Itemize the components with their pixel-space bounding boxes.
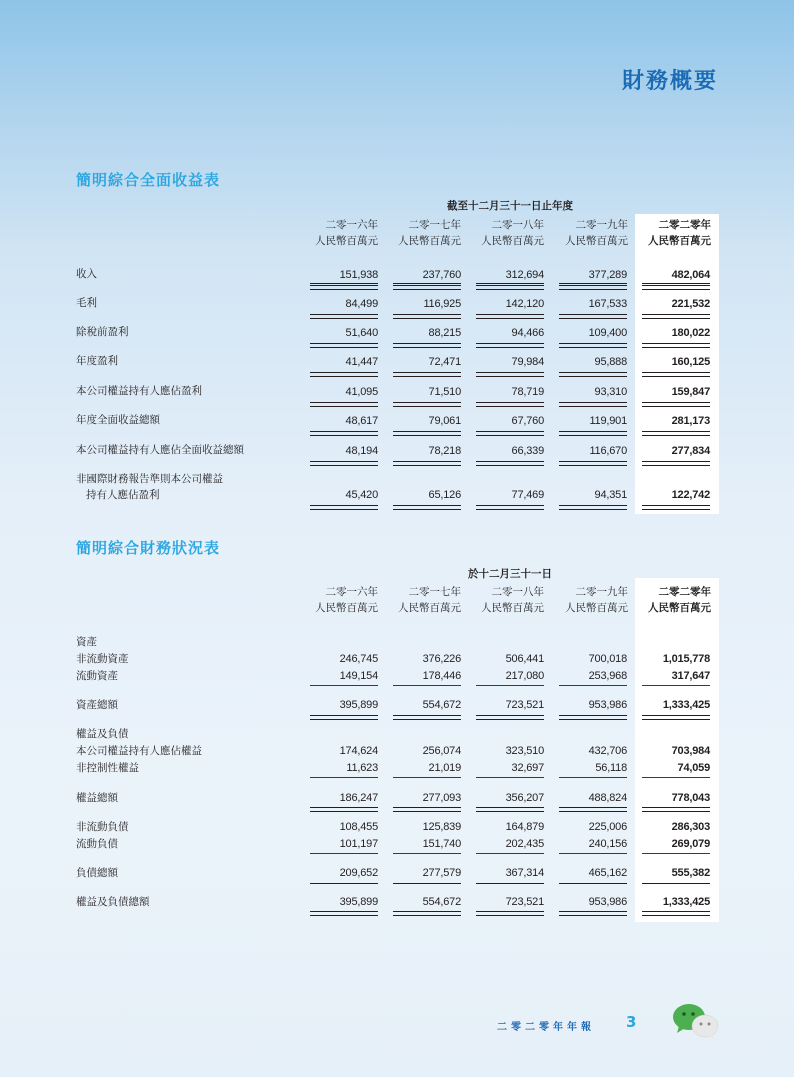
- underline: [559, 283, 627, 284]
- col-head-2017: 二零一七年 人民幣百萬元: [398, 586, 461, 614]
- double-rule: [642, 505, 710, 510]
- col-head-2018: 二零一八年 人民幣百萬元: [481, 586, 544, 614]
- value-cell: 116,925: [423, 298, 461, 310]
- wechat-icon: [672, 1003, 720, 1041]
- underline: [642, 883, 710, 884]
- value-cell: 32,697: [511, 762, 544, 774]
- value-cell: 95,888: [594, 356, 627, 368]
- value-cell: 56,118: [595, 762, 627, 774]
- value-cell: 323,510: [505, 745, 544, 757]
- double-rule: [310, 715, 378, 720]
- value-cell: 367,314: [505, 867, 544, 879]
- underline: [476, 883, 544, 884]
- value-cell: 953,986: [588, 896, 627, 908]
- value-cell: 84,499: [345, 298, 378, 310]
- value-cell: 119,901: [589, 415, 627, 427]
- double-rule: [476, 715, 544, 720]
- value-cell: 246,745: [339, 653, 378, 665]
- underline: [310, 283, 378, 284]
- double-rule: [476, 505, 544, 510]
- value-cell: 51,640: [345, 327, 378, 339]
- value-cell: 465,162: [588, 867, 627, 879]
- double-rule: [393, 402, 461, 407]
- double-rule: [393, 285, 461, 290]
- double-rule: [642, 431, 710, 436]
- double-rule: [310, 372, 378, 377]
- row-label: 非流動負債: [76, 821, 129, 833]
- row-label-continuation: 持有人應佔盈利: [86, 489, 160, 501]
- value-cell: 101,197: [339, 838, 378, 850]
- underline: [310, 685, 378, 686]
- row-label: 除稅前盈利: [76, 326, 129, 338]
- footer-report-label: 二零二零年年報: [497, 1022, 595, 1033]
- double-rule: [559, 505, 627, 510]
- value-cell: 66,339: [511, 445, 544, 457]
- value-cell-current: 555,382: [671, 867, 710, 879]
- double-rule: [559, 715, 627, 720]
- value-cell: 723,521: [505, 699, 544, 711]
- value-cell: 41,447: [345, 356, 378, 368]
- value-cell-current: 180,022: [671, 327, 710, 339]
- value-cell-current: 703,984: [671, 745, 710, 757]
- value-cell: 93,310: [594, 386, 627, 398]
- underline: [476, 685, 544, 686]
- double-rule: [559, 285, 627, 290]
- double-rule: [310, 285, 378, 290]
- double-rule: [476, 372, 544, 377]
- value-cell: 48,194: [345, 445, 378, 457]
- value-cell: 167,533: [588, 298, 627, 310]
- value-cell: 506,441: [505, 653, 544, 665]
- underline: [559, 883, 627, 884]
- value-cell: 109,400: [588, 327, 627, 339]
- row-label: 負債總額: [76, 867, 118, 879]
- value-cell: 700,018: [588, 653, 627, 665]
- underline: [393, 853, 461, 854]
- double-rule: [642, 285, 710, 290]
- double-rule: [310, 911, 378, 916]
- value-cell-current: 221,532: [671, 298, 710, 310]
- col-head-2017: 二零一七年 人民幣百萬元: [398, 219, 461, 247]
- value-cell: 554,672: [422, 699, 461, 711]
- double-rule: [476, 402, 544, 407]
- value-cell: 116,670: [589, 445, 627, 457]
- double-rule: [476, 343, 544, 348]
- value-cell: 240,156: [588, 838, 627, 850]
- value-cell: 277,579: [422, 867, 461, 879]
- double-rule: [476, 807, 544, 812]
- row-label: 權益及負債總額: [76, 896, 150, 908]
- value-cell: 723,521: [505, 896, 544, 908]
- value-cell-current: 1,015,778: [662, 653, 710, 665]
- balance-sheet-title: 簡明綜合財務狀況表: [76, 539, 221, 557]
- double-rule: [393, 431, 461, 436]
- underline: [559, 685, 627, 686]
- double-rule: [310, 431, 378, 436]
- double-rule: [476, 911, 544, 916]
- row-label: 毛利: [76, 297, 97, 309]
- double-rule: [393, 372, 461, 377]
- col-head-2018: 二零一八年 人民幣百萬元: [481, 219, 544, 247]
- double-rule: [393, 505, 461, 510]
- row-label: 本公司權益持有人應佔權益: [76, 745, 202, 757]
- double-rule: [393, 911, 461, 916]
- underline: [476, 853, 544, 854]
- underline: [310, 853, 378, 854]
- value-cell-current: 1,333,425: [662, 896, 710, 908]
- double-rule: [642, 314, 710, 319]
- double-rule: [393, 807, 461, 812]
- value-cell: 151,740: [422, 838, 461, 850]
- value-cell-current: 159,847: [671, 386, 710, 398]
- group-heading-assets: 資產: [76, 636, 97, 648]
- underline: [559, 853, 627, 854]
- value-cell: 953,986: [588, 699, 627, 711]
- value-cell: 237,760: [422, 269, 461, 281]
- col-head-2016: 二零一六年 人民幣百萬元: [315, 586, 378, 614]
- value-cell: 78,218: [428, 445, 461, 457]
- value-cell: 376,226: [422, 653, 461, 665]
- value-cell: 108,455: [339, 821, 378, 833]
- col-head-2016: 二零一六年 人民幣百萬元: [315, 219, 378, 247]
- double-rule: [310, 807, 378, 812]
- value-cell-current: 281,173: [671, 415, 710, 427]
- value-cell: 79,061: [428, 415, 461, 427]
- value-cell: 149,154: [339, 670, 378, 682]
- value-cell: 41,095: [345, 386, 378, 398]
- balance-period-label: 於十二月三十一日: [468, 568, 552, 580]
- value-cell: 488,824: [588, 792, 627, 804]
- value-cell: 174,624: [339, 745, 378, 757]
- value-cell-current: 1,333,425: [662, 699, 710, 711]
- value-cell-current: 286,303: [671, 821, 710, 833]
- double-rule: [393, 343, 461, 348]
- value-cell: 11,623: [346, 762, 378, 774]
- value-cell: 21,019: [428, 762, 461, 774]
- double-rule: [559, 461, 627, 466]
- underline: [642, 283, 710, 284]
- value-cell-current: 160,125: [671, 356, 710, 368]
- value-cell: 554,672: [422, 896, 461, 908]
- value-cell: 67,760: [511, 415, 544, 427]
- double-rule: [642, 715, 710, 720]
- underline: [642, 777, 710, 778]
- value-cell-current: 277,834: [671, 445, 710, 457]
- double-rule: [310, 402, 378, 407]
- value-cell: 142,120: [505, 298, 544, 310]
- value-cell: 94,351: [594, 489, 627, 501]
- col-head-2019: 二零一九年 人民幣百萬元: [565, 586, 628, 614]
- row-label: 年度盈利: [76, 355, 118, 367]
- value-cell: 78,719: [511, 386, 544, 398]
- value-cell: 65,126: [428, 489, 461, 501]
- double-rule: [393, 715, 461, 720]
- value-cell: 125,839: [422, 821, 461, 833]
- value-cell: 45,420: [345, 489, 378, 501]
- row-label: 流動資產: [76, 670, 118, 682]
- value-cell: 94,466: [511, 327, 544, 339]
- double-rule: [559, 343, 627, 348]
- value-cell: 395,899: [339, 699, 378, 711]
- double-rule: [476, 314, 544, 319]
- col-head-2020: 二零二零年 人民幣百萬元: [648, 586, 711, 614]
- double-rule: [393, 314, 461, 319]
- double-rule: [310, 314, 378, 319]
- double-rule: [559, 372, 627, 377]
- value-cell-current: 269,079: [671, 838, 710, 850]
- value-cell: 88,215: [428, 327, 461, 339]
- row-label: 本公司權益持有人應佔全面收益總額: [76, 444, 244, 456]
- underline: [476, 777, 544, 778]
- value-cell: 253,968: [588, 670, 627, 682]
- value-cell-current: 317,647: [671, 670, 710, 682]
- value-cell: 277,093: [422, 792, 461, 804]
- double-rule: [559, 402, 627, 407]
- row-label: 權益總額: [76, 792, 118, 804]
- double-rule: [642, 343, 710, 348]
- underline: [393, 283, 461, 284]
- double-rule: [559, 911, 627, 916]
- underline: [310, 777, 378, 778]
- row-label: 非控制性權益: [76, 762, 139, 774]
- value-cell: 164,879: [505, 821, 544, 833]
- double-rule: [310, 343, 378, 348]
- double-rule: [642, 461, 710, 466]
- double-rule: [310, 505, 378, 510]
- value-cell: 356,207: [505, 792, 544, 804]
- value-cell: 432,706: [588, 745, 627, 757]
- double-rule: [642, 911, 710, 916]
- double-rule: [393, 461, 461, 466]
- underline: [393, 685, 461, 686]
- value-cell: 256,074: [422, 745, 461, 757]
- group-heading-equity-liabilities: 權益及負債: [76, 728, 129, 740]
- double-rule: [476, 285, 544, 290]
- income-period-label: 截至十二月三十一日止年度: [447, 200, 573, 212]
- row-label: 非國際財務報告準則本公司權益: [76, 473, 223, 485]
- value-cell: 225,006: [588, 821, 627, 833]
- double-rule: [559, 314, 627, 319]
- double-rule: [642, 402, 710, 407]
- value-cell: 79,984: [511, 356, 544, 368]
- underline: [310, 883, 378, 884]
- col-head-2019: 二零一九年 人民幣百萬元: [565, 219, 628, 247]
- double-rule: [559, 431, 627, 436]
- value-cell-current: 778,043: [671, 792, 710, 804]
- row-label: 資產總額: [76, 699, 118, 711]
- value-cell: 395,899: [339, 896, 378, 908]
- value-cell: 186,247: [339, 792, 378, 804]
- underline: [476, 283, 544, 284]
- value-cell-current: 122,742: [671, 489, 710, 501]
- income-statement-title: 簡明綜合全面收益表: [76, 171, 221, 189]
- row-label: 收入: [76, 268, 97, 280]
- value-cell: 209,652: [339, 867, 378, 879]
- value-cell-current: 482,064: [671, 269, 710, 281]
- double-rule: [310, 461, 378, 466]
- underline: [559, 777, 627, 778]
- value-cell: 178,446: [422, 670, 461, 682]
- double-rule: [476, 461, 544, 466]
- value-cell-current: 74,059: [677, 762, 710, 774]
- row-label: 年度全面收益總額: [76, 414, 160, 426]
- double-rule: [476, 431, 544, 436]
- value-cell: 217,080: [505, 670, 544, 682]
- col-head-2020: 二零二零年 人民幣百萬元: [648, 219, 711, 247]
- value-cell: 48,617: [345, 415, 378, 427]
- page-title: 財務概要: [621, 69, 718, 94]
- double-rule: [642, 372, 710, 377]
- value-cell: 77,469: [511, 489, 544, 501]
- value-cell: 312,694: [505, 269, 544, 281]
- row-label: 本公司權益持有人應佔盈利: [76, 385, 202, 397]
- value-cell: 202,435: [505, 838, 544, 850]
- value-cell: 377,289: [588, 269, 627, 281]
- row-label: 流動負債: [76, 838, 118, 850]
- value-cell: 72,471: [428, 356, 461, 368]
- row-label: 非流動資產: [76, 653, 129, 665]
- double-rule: [559, 807, 627, 812]
- underline: [393, 883, 461, 884]
- underline: [642, 853, 710, 854]
- page-number: 3: [626, 1013, 637, 1031]
- underline: [393, 777, 461, 778]
- value-cell: 71,510: [428, 386, 461, 398]
- value-cell: 151,938: [339, 269, 378, 281]
- double-rule: [642, 807, 710, 812]
- underline: [642, 685, 710, 686]
